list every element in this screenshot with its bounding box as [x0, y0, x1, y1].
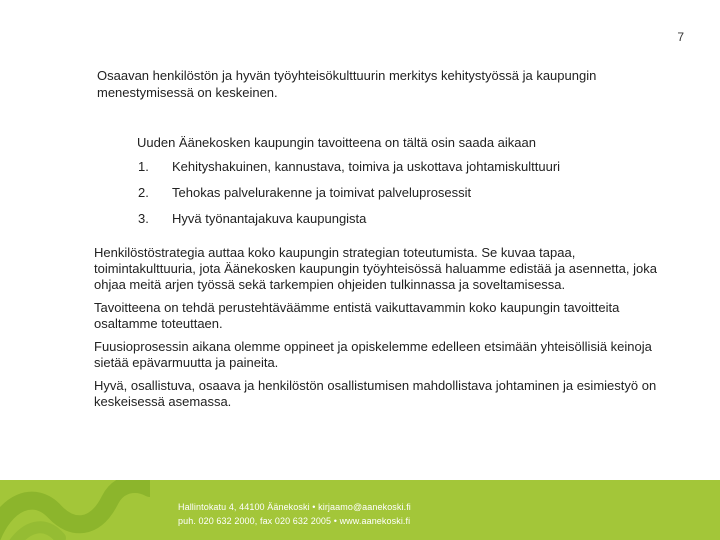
paragraph: Tavoitteena on tehdä perustehtäväämme entistä vaikuttavammin koko kaupungin tavoitteita osaltamme toteuttaen. [94, 300, 620, 331]
goal-number: 3. [138, 211, 149, 226]
body-text [94, 245, 664, 417]
goal-item [138, 184, 638, 210]
goal-text: Kehityshakuinen, kannustava, toimiva ja uskottava johtamiskulttuuri [172, 159, 561, 174]
footer-address: Hallintokatu 4, 44100 Äänekoski • kirjaamo@aanekoski.fi [178, 502, 411, 512]
goal-text: Tehokas palvelurakenne ja toimivat palveluprosessit [172, 185, 472, 200]
city-logo-icon [0, 480, 150, 540]
footer-contact: puh. 020 632 2000, fax 020 632 2005 • www.aanekoski.fi [178, 516, 411, 526]
paragraph: Fuusioprosessin aikana olemme oppineet ja opiskelemme edelleen etsimään yhteisöllisiä keinoja sietää epävarmuutta ja paineita. [94, 339, 652, 370]
footer-band [0, 480, 720, 540]
goal-text: Hyvä työnantajakuva kaupungista [172, 211, 367, 226]
goal-item [138, 210, 638, 236]
paragraph: Henkilöstöstrategia auttaa koko kaupungin strategian toteutumista. Se kuvaa tapaa, toimintakulttuuria, jota Äänekosken kaupungin työyhteisössä haluamme edistää ja asennetta, joka ohjaa meitä arjen työssä sekä tarkempien ohjeiden tulkinnassa ja soveltamisessa. [94, 245, 657, 292]
paragraph: Hyvä, osallistuva, osaava ja henkilöstön osallistumisen mahdollistava johtaminen ja esimiestyö on keskeisessä asemassa. [94, 378, 657, 409]
goal-number: 1. [138, 159, 149, 174]
page-number: 7 [677, 30, 684, 44]
goal-list [138, 158, 638, 236]
goal-number: 2. [138, 185, 149, 200]
goal-item [138, 158, 638, 184]
intro-text: Osaavan henkilöstön ja hyvän työyhteisökulttuurin merkitys kehitystyössä ja kaupungin menestymisessä on keskeinen. [97, 68, 597, 100]
goals-heading: Uuden Äänekosken kaupungin tavoitteena on tältä osin saada aikaan [137, 135, 536, 150]
